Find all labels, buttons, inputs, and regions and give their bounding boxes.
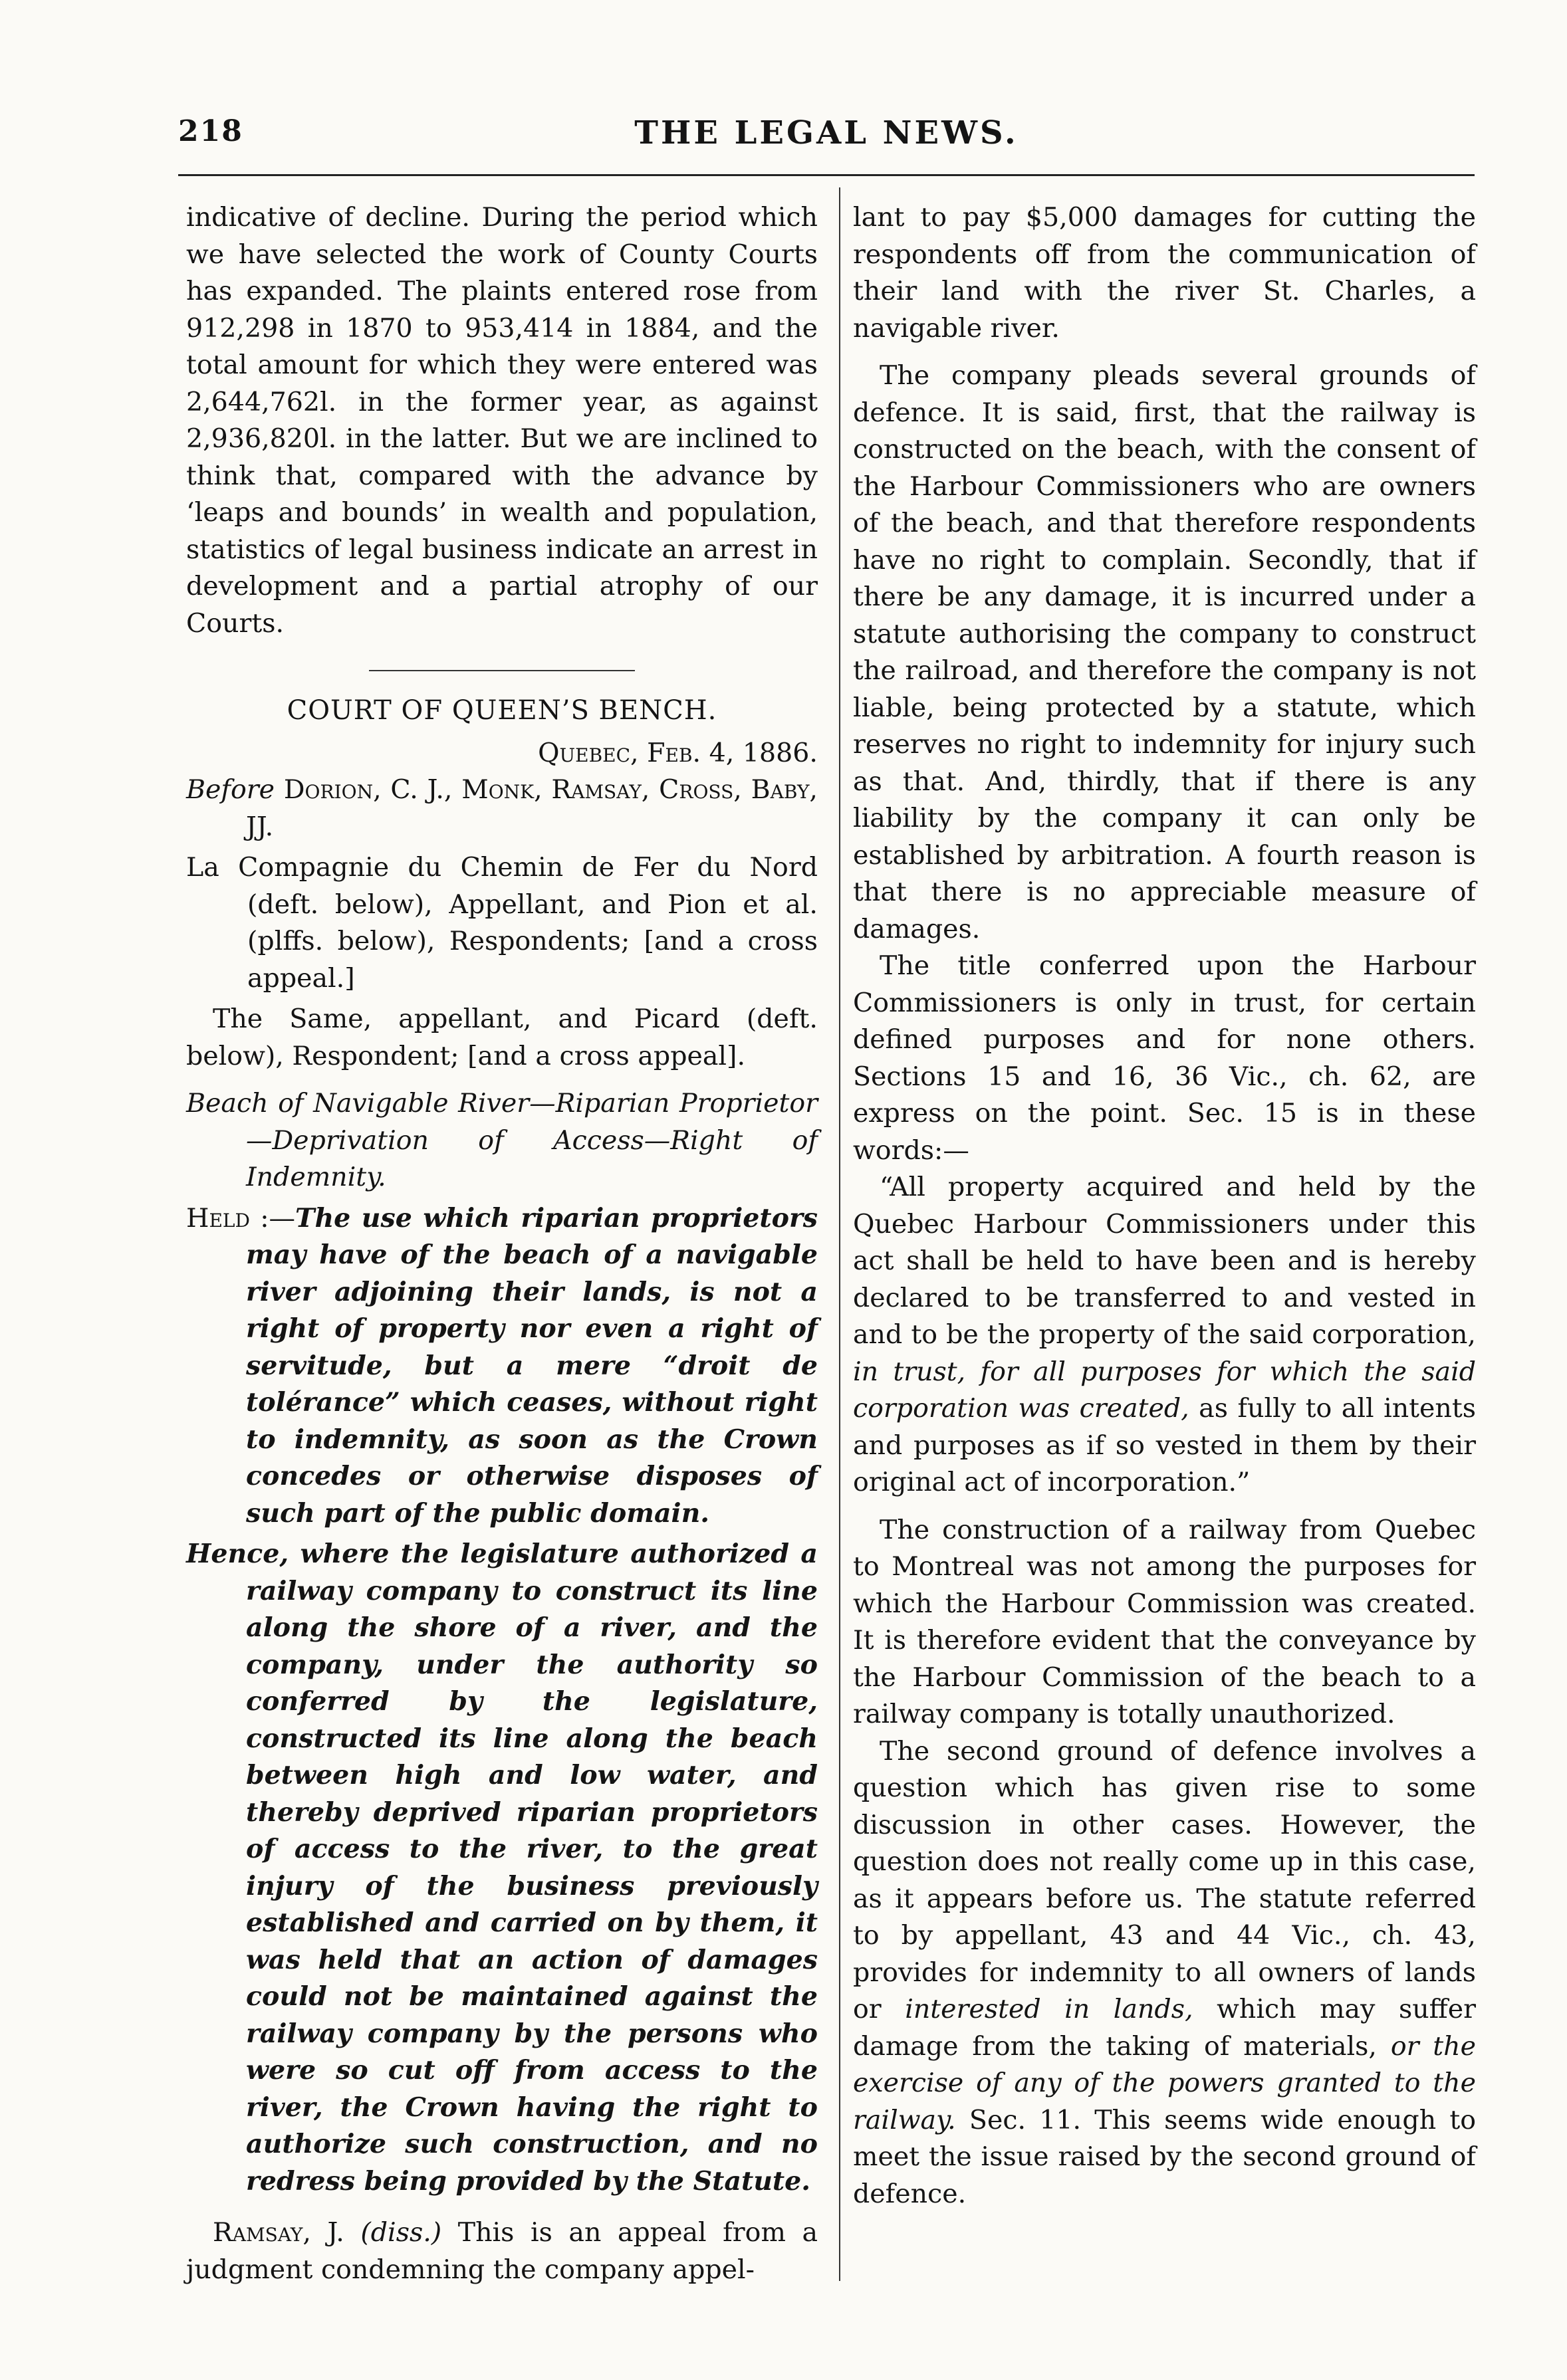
p5-part-e: Sec. 11. This seems wide enough to meet the issue raised by the second ground of defence. <box>853 2104 1476 2209</box>
p5-part-c: which may suffer damage from the taking of materials, <box>853 1994 1476 2062</box>
right-paragraph-2: The company pleads several grounds of defence. It is said, first, that the railway is constructed on the beach, with the consent of the Harbour Commissioners who are owners of the beach, and that therefore respondents have no right to complain. Secondly, that if there be any damage, it is incurred under a statute authorising the company to construct the railroad, and therefore the company is not liable, being protected by a statute, which reserves no right to indemnity for injury such as that. And, thirdly, that if there is any liability by the company it can only be established by arbitration. A fourth reason is that there is no appreciable measure of damages. <box>853 360 1476 944</box>
held-text: The use which riparian proprietors may have of the beach of a navigable river adjoining their lands, is not a right of property nor even a right of servitude, but a mere “droit de tolérance” which ceases, without right to indemnity, as soon as the Crown concedes or otherwise disposes of such part of the public domain. <box>246 1202 818 1529</box>
opinion-text: This is an appeal from a judgment condemning the company appel- <box>186 2217 818 2285</box>
hence-headnote: Hence, where the legislature authorized a railway company to construct its line along the shore of a river, and the company, under the authority so conferred by the legislature, constructed its line along the beach between high and low water, and thereby deprived riparian proprietors of access to the river, to the great injury of the business previously established and carried on by them, it was held that an action of damages could not be maintained against the railway company by the persons who were so cut off from access to the river, the Crown having the right to authorize such construction, and no redress being provided by the Statute. <box>186 1539 818 2197</box>
opinion-start <box>186 2215 818 2288</box>
p5-part-b: interested in lands, <box>905 1994 1193 2024</box>
page-header <box>178 114 1475 161</box>
intro-paragraph: indicative of decline. During the period which we have selected the work of County Courts has expanded. The plaints entered rose from 912,298 in 1870 to 953,414 in 1884, and the total amount for which they were entered was 2,644,762l. in the former year, as against 2,936,820l. in the latter. But we are inclined to think that, compared with the advance by ‘leaps and bounds’ in wealth and population, statistics of legal business indicate an arrest in development and a partial atrophy of our Courts. <box>186 202 818 639</box>
court-heading: COURT OF QUEEN’S BENCH. <box>287 695 717 726</box>
page-number: 218 <box>178 114 243 148</box>
parties-2: The Same, appellant, and Picard (deft. below), Respondent; [and a cross appeal]. <box>186 1004 818 1071</box>
left-column <box>186 199 818 2288</box>
held-headnote <box>186 1200 818 1533</box>
quote-part-b: in trust, for all purposes for which the said corporation was created, <box>853 1356 1476 1424</box>
parties-1 <box>186 849 818 997</box>
dateline: Quebec, Feb. 4, 1886. <box>538 737 818 768</box>
held-label: Held :— <box>186 1202 296 1234</box>
p5-part-a: The second ground of defence involves a question which has given rise to some discussion in other cases. However, the question does not really come up in this case, as it appears before us. The statute referred to by appellant, 43 and 44 Vic., ch. 43, provides for indemnity to all owners of lands or <box>853 1735 1476 2024</box>
column-divider <box>839 187 840 2281</box>
parties-1-text: La Compagnie du Chemin de Fer du Nord (deft. below), Appellant, and Pion et al. (plffs. below), Respondents; [and a cross appeal.] <box>186 852 818 994</box>
running-title: THE LEGAL NEWS. <box>634 114 1019 152</box>
header-rule <box>178 174 1475 176</box>
p5-part-d: or the exercise of any of the powers granted to the railway. <box>853 2030 1476 2135</box>
opinion-diss: (diss.) <box>360 2217 442 2248</box>
bench-line <box>186 772 818 845</box>
right-paragraph-3: The title conferred upon the Harbour Commissioners is only in trust, for certain defined purposes and for none others. Sections 15 and 16, 36 Vic., ch. 62, are express on the point. Sec. 15 is in these words:— <box>853 950 1476 1166</box>
opinion-judge: Ramsay, J. <box>213 2217 344 2248</box>
right-paragraph-4: The construction of a railway from Quebec to Montreal was not among the purposes for which the Harbour Commission was created. It is therefore evident that the conveyance by the Harbour Commission of the beach to a railway company is totally unauthorized. <box>853 1514 1476 1729</box>
statute-quote <box>853 1169 1476 1501</box>
before-label: Before <box>186 774 275 805</box>
bench-judges: Dorion, C. J., Monk, Ramsay, Cross, Baby, JJ. <box>246 774 818 842</box>
quote-part-c: as fully to all intents and purposes as if so vested in them by their original act of incorporation.” <box>853 1393 1477 1497</box>
subject-headnote: Beach of Navigable River—Riparian Proprietor—Deprivation of Access—Right of Indemnity. <box>186 1088 818 1192</box>
quote-part-a: “All property acquired and held by the Quebec Harbour Commissioners under this act shall be held to have been and is hereby declared to be transferred to and vested in and to be the property of the said corporation, <box>853 1172 1476 1350</box>
right-paragraph-5 <box>853 1733 1476 2213</box>
section-rule <box>369 670 635 671</box>
right-column <box>853 199 1476 2213</box>
right-paragraph-1: lant to pay $5,000 damages for cutting the respondents off from the communication of their land with the river St. Charles, a navigable river. <box>853 202 1476 344</box>
